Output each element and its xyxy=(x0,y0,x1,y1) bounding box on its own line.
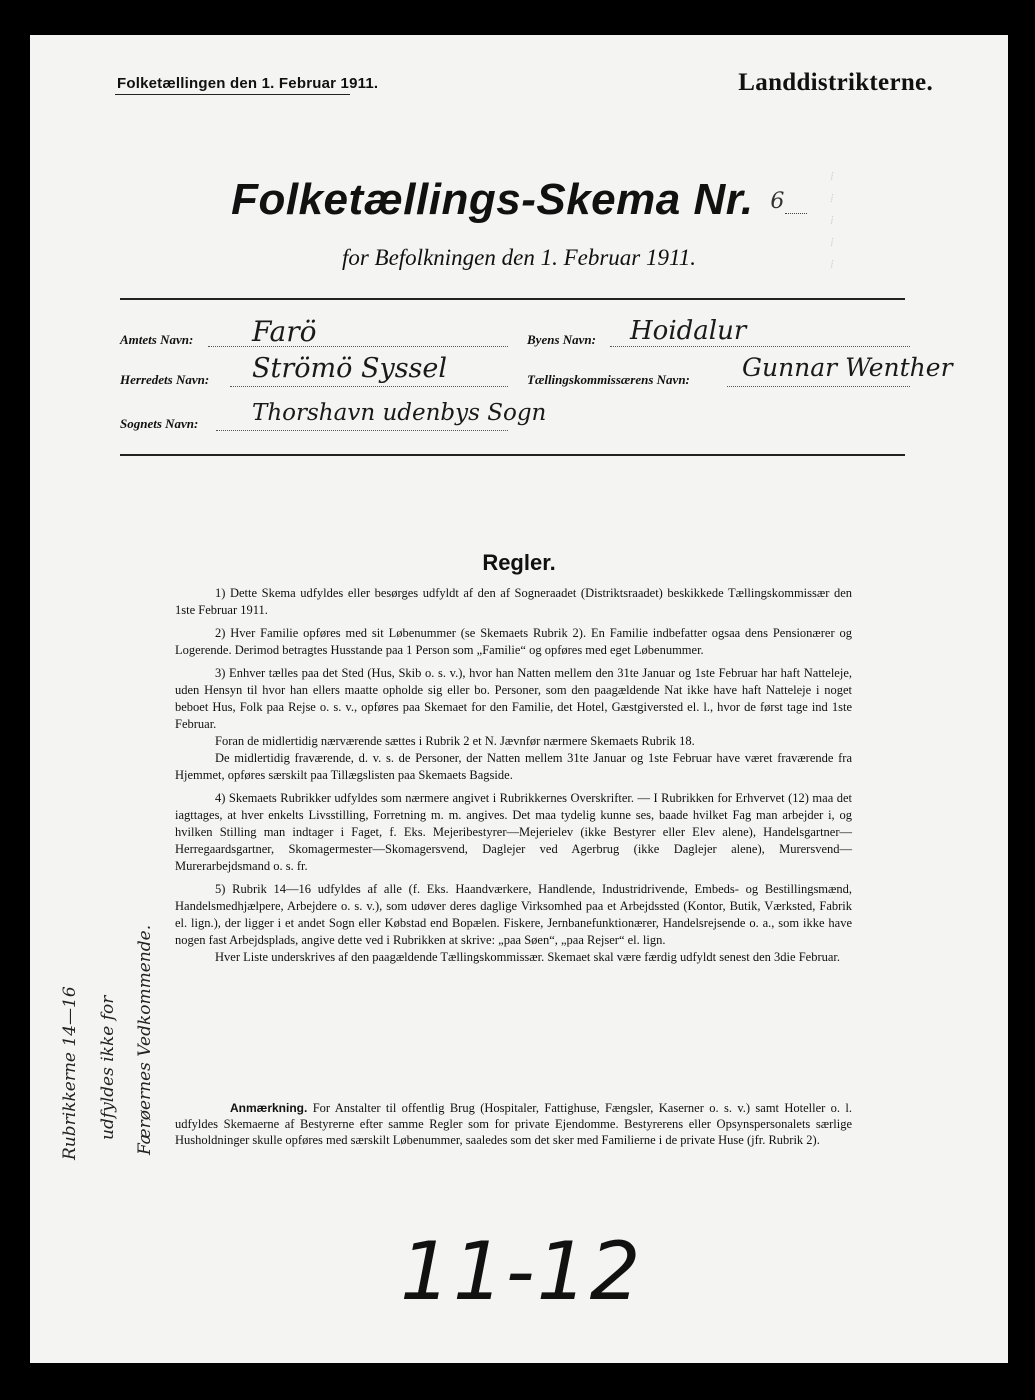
bottom-handwritten-number: 11-12 xyxy=(400,1225,643,1318)
by-dotline xyxy=(610,346,910,347)
rule-paragraph: 2) Hver Familie opføres med sit Løbenummer (se Skemaets Rubrik 2). En Familie indbefatter ogsaa dens Pensionærer og Logerende. Derimod betragtes Husstande paa 1 Person som „Familie“ og opføres med eget Løbenummer. xyxy=(175,626,852,657)
header-district-type: Landdistrikterne. xyxy=(738,69,933,96)
anmaerkning-label: Anmærkning. xyxy=(230,1101,308,1115)
rule-paragraph: 1) Dette Skema udfyldes eller besørges udfyldt af den af Sogneraadet (Distriktsraadet) beskikkede Tællingskommissær den 1ste Februar 1911. xyxy=(175,586,852,617)
kommissaer-dotline xyxy=(727,386,910,387)
margin-note-line1: Rubrikkerne 14—16 xyxy=(60,986,80,1160)
census-form-sheet xyxy=(30,35,1008,1363)
bleed-through-marks: ⁞ ⁞ ⁞ ⁞ ⁞ xyxy=(830,169,834,271)
kommissaer-label: Tællingskommissærens Navn: xyxy=(527,372,690,387)
form-subtitle: for Befolkningen den 1. Februar 1911. xyxy=(341,245,697,270)
rule-paragraph: 5) Rubrik 14—16 udfyldes af alle (f. Eks. Haandværkere, Handlende, Industridrivende, Embeds- og Bestillingsmænd, Handelsmedhjælpere, Arbejdere o. s. v.), som udøver deres daglige Virksomhed paa et Arbejdssted (Kontor, Butik, Værksted, Fabrik el. lign.), der ligger i et andet Sogn eller Købstad end Bopælen. Fiskere, Jernbanefunktionærer, Handelsrejsende o. a., som ikke have nogen fast Arbejdsplads, angive dette ved i Rubrikken at skrive: „paa Søen“, „paa Rejser“ el. lign. xyxy=(175,882,852,947)
herred-value: Strömö Syssel xyxy=(252,353,448,384)
form-number-handwritten: 6 xyxy=(770,189,785,214)
rule-paragraph: De midlertidig fraværende, d. v. s. de Personer, der Natten mellem 31te Januar og 1ste Februar have været fraværende fra Hjemmet, opføres særskilt paa Tillægslisten paa Skemaets Bagside. xyxy=(175,751,852,782)
rule-paragraph: 4) Skemaets Rubrikker udfyldes som nærmere angivet i Rubrikkernes Overskrifter. — I Rubrikken for Erhvervet (12) maa det iagttages, at hver enkelts Livsstilling, Forretning m. m. angives. Det maa tydelig kunne ses, baade hvilket Fag man arbejder i, og hvilken Stilling man indtager i Faget, f. Eks. Mejeribestyrer—Mejerielev (ikke Bestyrer eller Elev alene), Handelsgartner—Herregaardsgartner, Skomagermester—Skomagersvend, Daglejer ved Agerbrug (ikke Daglejer alene), Murersvend—Murerarbejdsmand o. s. fr. xyxy=(175,791,852,873)
form-number-dotline xyxy=(785,213,807,214)
margin-note-line3: Færøernes Vedkommende. xyxy=(135,924,155,1155)
sogn-value: Thorshavn udenbys Sogn xyxy=(252,400,547,426)
sogn-label: Sognets Navn: xyxy=(120,416,199,431)
top-rule xyxy=(120,298,905,300)
by-value: Hoidalur xyxy=(630,316,747,346)
form-title-text: Folketællings-Skema Nr. xyxy=(231,175,754,224)
form-title xyxy=(30,175,1008,225)
rule-paragraph: Foran de midlertidig nærværende sættes i Rubrik 2 et N. Jævnfør nærmere Skemaets Rubrik 18. xyxy=(215,734,695,748)
sogn-dotline xyxy=(216,430,508,431)
kommissaer-value: Gunnar Wenther xyxy=(742,353,953,382)
rules-body xyxy=(175,585,852,972)
amt-label: Amtets Navn: xyxy=(120,332,194,347)
header-underline xyxy=(115,94,350,95)
herred-dotline xyxy=(230,386,508,387)
rule-paragraph: 3) Enhver tælles paa det Sted (Hus, Skib o. s. v.), hvor han Natten mellem den 31te Januar og 1ste Februar har haft Natteleje, uden Hensyn til hvor han ellers maatte opholde sig eller bo. Personer, som den paagældende Nat ikke have haft Natteleje i noget beboet Hus, Folk paa Rejse o. s. v., opføres paa Skemaet for den Familie, det Hotel, Gæstgiversted el. l., hvor de først tage ind 1ste Februar. xyxy=(175,666,852,731)
amt-value: Farö xyxy=(252,315,317,348)
anmaerkning-note xyxy=(175,1100,852,1148)
rules-heading: Regler. xyxy=(482,550,556,575)
by-label: Byens Navn: xyxy=(527,332,596,347)
anmaerkning-text: For Anstalter til offentlig Brug (Hospitaler, Fattighuse, Fængsler, Kaserner o. s. v.) samt Hoteller o. l. udfyldes Skemaerne af Bestyrerne efter samme Regler som for private Ejendomme. Bestyrerens eller Opsynspersonalets særlige Husholdninger skulle opføres med særskilt Løbenummer, saaledes som det sker med Familierne i de private Huse (jfr. Rubrik 2). xyxy=(175,1101,852,1147)
rule-paragraph: Hver Liste underskrives af den paagældende Tællingskommissær. Skemaet skal være færdig udfyldt senest den 3die Februar. xyxy=(215,950,840,964)
fields-bottom-rule xyxy=(120,454,905,456)
margin-note-line2: udfyldes ikke for xyxy=(98,995,118,1140)
header-census-date: Folketællingen den 1. Februar 1911. xyxy=(117,75,379,92)
herred-label: Herredets Navn: xyxy=(120,372,210,387)
